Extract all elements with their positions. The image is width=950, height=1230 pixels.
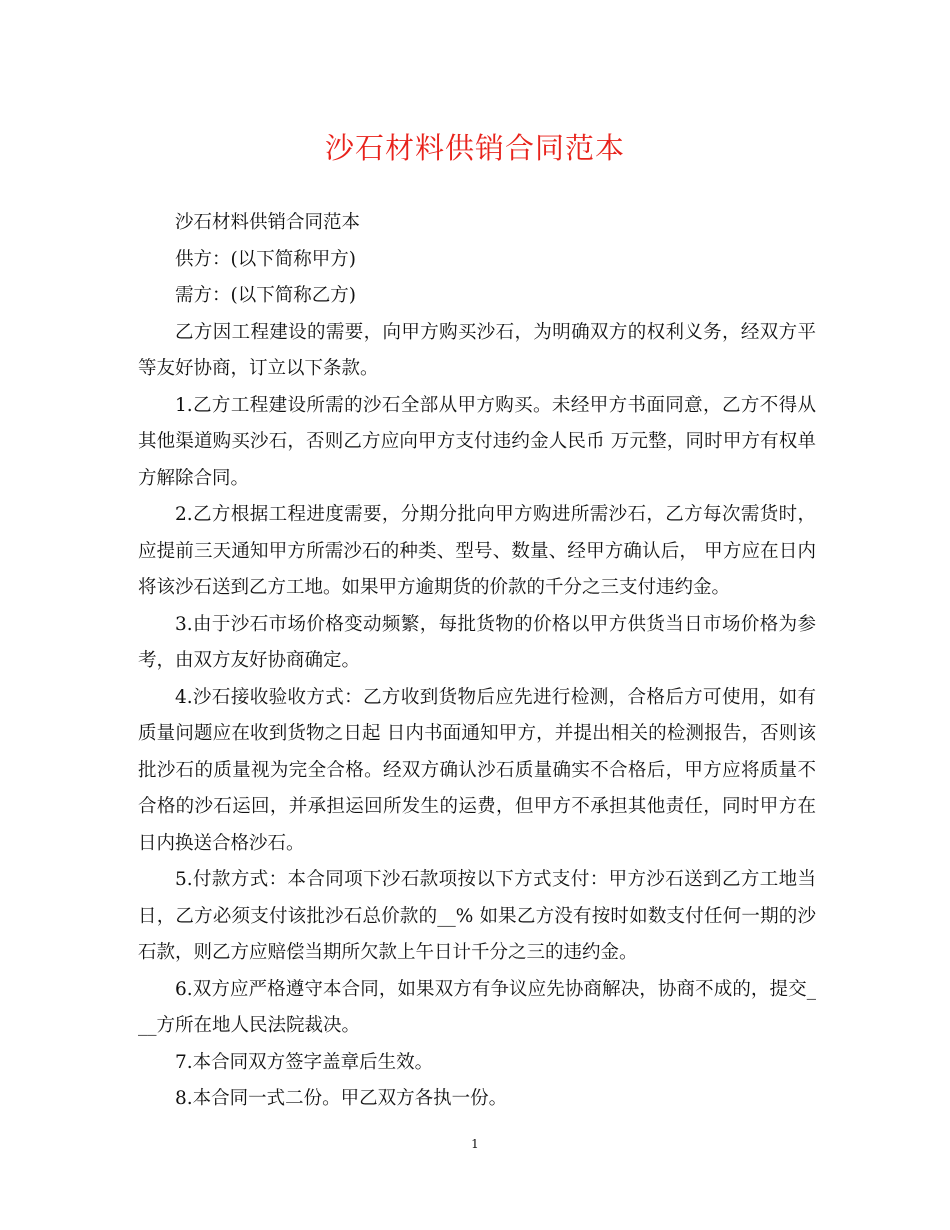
paragraph-buyer: 需方：(以下简称乙方) xyxy=(175,285,356,306)
clause-8: 8.本合同一式二份。甲乙双方各执一份。 xyxy=(175,1088,508,1109)
paragraph-preamble: 乙方因工程建设的需要，向甲方购买沙石，为明确双方的权利义务，经双方平等友好协商，订立以下条款。 xyxy=(138,321,816,379)
document-title: 沙石材料供销合同范本 xyxy=(324,131,625,165)
clause-1: 1.乙方工程建设所需的沙石全部从甲方购买。未经甲方书面同意，乙方不得从其他渠道购买沙石，否则乙方应向甲方支付违约金人民币 万元整，同时甲方有权单方解除合同。 xyxy=(138,394,816,489)
paragraph-heading: 沙石材料供销合同范本 xyxy=(175,212,361,233)
paragraph-supplier: 供方：(以下简称甲方) xyxy=(175,248,356,270)
page-number: 1 xyxy=(471,1137,479,1151)
clause-7: 7.本合同双方签字盖章后生效。 xyxy=(175,1051,434,1073)
clause-6: 6.双方应严格遵守本合同，如果双方有争议应先协商解决，协商不成的，提交___方所在地人民法院裁决。 xyxy=(138,978,816,1036)
clause-5: 5.付款方式：本合同项下沙石款项按以下方式支付：甲方沙石送到乙方工地当日，乙方必须支付该批沙石总价款的__% 如果乙方没有按时如数支付任何一期的沙石款，则乙方应赔偿当期所欠款上午日计千分之三的违约金。 xyxy=(138,869,816,963)
clause-3: 3.由于沙石市场价格变动频繁，每批货物的价格以甲方供货当日市场价格为参考，由双方友好协商确定。 xyxy=(138,613,816,671)
clause-4: 4.沙石接收验收方式：乙方收到货物后应先进行检测，合格后方可使用，如有质量问题应在收到货物之日起 日内书面通知甲方，并提出相关的检测报告，否则该批沙石的质量视为完全合格。经双方确认沙石质量确实不合格后，甲方应将质量不合格的沙石运回，并承担运回所发生的运费，但甲方不承担其他责任，同时甲方在 日内换送合格沙石。 xyxy=(138,686,816,854)
document-body xyxy=(138,205,816,1118)
clause-2: 2.乙方根据工程进度需要，分期分批向甲方购进所需沙石，乙方每次需货时，应提前三天通知甲方所需沙石的种类、型号、数量、经甲方确认后， 甲方应在日内将该沙石送到乙方工地。如果甲方逾期货的价款的千分之三支付违约金。 xyxy=(138,504,816,598)
